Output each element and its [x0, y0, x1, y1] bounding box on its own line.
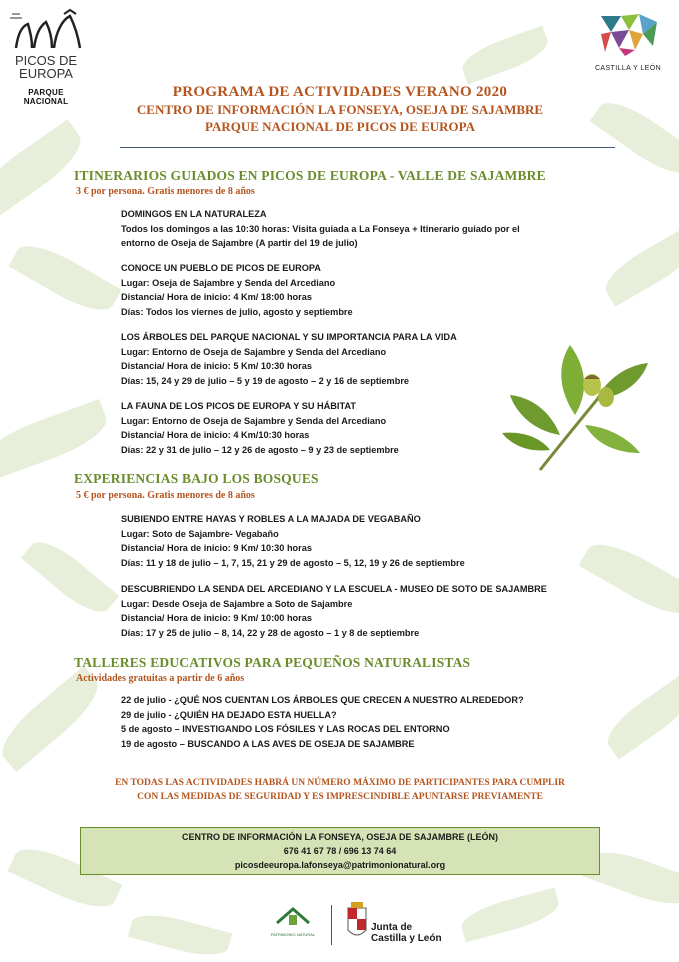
list-item: 5 de agosto – INVESTIGANDO LOS FÓSILES Y LAS ROCAS DEL ENTORNO [121, 724, 450, 734]
page-header [110, 83, 570, 135]
activity-title: CONOCE UN PUEBLO DE PICOS DE EUROPA [121, 263, 321, 273]
footer-divider [331, 905, 332, 945]
activity-fauna [121, 399, 399, 457]
patrimonio-natural-logo [263, 905, 323, 937]
warning-line1: EN TODAS LAS ACTIVIDADES HABRÁ UN NÚMERO MÁXIMO DE PARTICIPANTES PARA CUMPLIR [115, 778, 565, 788]
list-item: 19 de agosto – BUSCANDO A LAS AVES DE OSEJA DE SAJAMBRE [121, 738, 415, 749]
section-title-talleres: TALLERES EDUCATIVOS PARA PEQUEÑOS NATURALISTAS [74, 655, 471, 670]
oak-branch-icon [500, 335, 650, 475]
activity-line: Todos los domingos a las 10:30 horas: Visita guiada a La Fonseya + Itinerario guiado por el [121, 223, 520, 234]
activity-title: LA FAUNA DE LOS PICOS DE EUROPA Y SU HÁBITAT [121, 401, 356, 411]
junta-castilla-leon-logo [346, 902, 442, 947]
contact-phones: 676 41 67 78 / 696 13 74 64 [283, 846, 397, 856]
activity-title: DOMINGOS EN LA NATURALEZA [121, 209, 267, 219]
activity-senda-arcediano [121, 582, 547, 640]
activity-hayas-robles [121, 512, 465, 570]
activity-line: Días: 15, 24 y 29 de julio – 5 y 19 de agosto – 2 y 16 de septiembre [121, 375, 410, 386]
patrimonio-natural-label: PATRIMONIO NATURAL [270, 932, 316, 937]
header-divider [120, 147, 615, 148]
activity-line: Distancia/ Hora de inicio: 5 Km/ 10:30 horas [121, 361, 312, 371]
junta-line1: Junta de [371, 922, 413, 933]
activity-line: Distancia/ Hora de inicio: 9 Km/ 10:30 horas [121, 543, 312, 553]
header-park-name: PARQUE NACIONAL DE PICOS DE EUROPA [204, 119, 475, 134]
activity-line: Días: 17 y 25 de julio – 8, 14, 22 y 28 de agosto – 1 y 8 de septiembre [121, 627, 420, 638]
activity-line: Días: 22 y 31 de julio – 12 y 26 de agosto – 9 y 23 de septiembre [121, 444, 399, 455]
activity-title: SUBIENDO ENTRE HAYAS Y ROBLES A LA MAJADA DE VEGABAÑO [121, 514, 421, 524]
activity-domingos [121, 207, 520, 251]
activity-line: Días: 11 y 18 de julio – 1, 7, 15, 21 y 29 de agosto – 5, 12, 19 y 26 de septiembre [121, 557, 465, 568]
activity-line: entorno de Oseja de Sajambre (A partir del 19 de julio) [121, 238, 358, 248]
junta-label [371, 922, 442, 944]
patrimonio-natural-icon [273, 905, 313, 927]
activity-title: LOS ÁRBOLES DEL PARQUE NACIONAL Y SU IMPORTANCIA PARA LA VIDA [121, 332, 457, 342]
contact-email: picosdeeuropa.lafonseya@patrimonionatural.org [234, 860, 446, 870]
header-center-name: CENTRO DE INFORMACIÓN LA FONSEYA, OSEJA DE SAJAMBRE [136, 102, 544, 117]
parque-nacional-label: PARQUE NACIONAL [23, 88, 69, 106]
mountain-logo-icon [8, 8, 84, 52]
activity-line: Lugar: Soto de Sajambre- Vegabaño [121, 528, 279, 539]
activity-arboles [121, 330, 457, 388]
section-title-itinerarios: ITINERARIOS GUIADOS EN PICOS DE EUROPA - VALLE DE SAJAMBRE [74, 168, 546, 183]
activity-line: Lugar: Oseja de Sajambre y Senda del Arcediano [121, 277, 336, 288]
castilla-y-leon-label: CASTILLA Y LEÓN [594, 65, 662, 72]
activity-line: Lugar: Desde Oseja de Sajambre a Soto de Sajambre [121, 598, 353, 609]
picos-logo-line1: PICOS DE [14, 53, 78, 68]
section-subtitle-talleres: Actividades gratuitas a partir de 6 años [76, 673, 245, 684]
activity-line: Lugar: Entorno de Oseja de Sajambre y Senda del Arcediano [121, 415, 387, 426]
warning-line2: CON LAS MEDIDAS DE SEGURIDAD Y ES IMPRESCINDIBLE APUNTARSE PREVIAMENTE [137, 792, 543, 802]
section-title-experiencias: EXPERIENCIAS BAJO LOS BOSQUES [74, 471, 319, 486]
section-subtitle-experiencias: 5 € por persona. Gratis menores de 8 años [76, 490, 255, 501]
list-item: 29 de julio - ¿QUIÉN HA DEJADO ESTA HUELLA? [121, 709, 337, 720]
activity-line: Distancia/ Hora de inicio: 4 Km/ 18:00 horas [121, 292, 312, 302]
castilla-leon-mosaic-icon [595, 12, 661, 58]
capacity-warning [60, 776, 620, 804]
activity-title: DESCUBRIENDO LA SENDA DEL ARCEDIANO Y LA ESCUELA - MUSEO DE SOTO DE SAJAMBRE [121, 584, 547, 594]
castilla-y-leon-logo [588, 12, 668, 72]
page-title: PROGRAMA DE ACTIVIDADES VERANO 2020 [172, 84, 508, 100]
activity-conoce-pueblo [121, 261, 353, 319]
coat-of-arms-icon [346, 902, 368, 942]
activity-line: Días: Todos los viernes de julio, agosto y septiembre [121, 306, 353, 317]
picos-de-europa-logo [6, 8, 86, 116]
junta-line2: Castilla y León [371, 933, 442, 944]
activity-line: Lugar: Entorno de Oseja de Sajambre y Senda del Arcediano [121, 346, 387, 357]
activity-line: Distancia/ Hora de inicio: 4 Km/10:30 horas [121, 430, 310, 440]
contact-center-name: CENTRO DE INFORMACIÓN LA FONSEYA, OSEJA DE SAJAMBRE (LEÓN) [181, 832, 499, 842]
contact-box [80, 827, 600, 875]
list-item: 22 de julio - ¿QUÉ NOS CUENTAN LOS ÁRBOLES QUE CRECEN A NUESTRO ALREDEDOR? [121, 695, 524, 705]
activity-talleres-list [121, 693, 524, 751]
picos-logo-line2: EUROPA [19, 66, 73, 81]
activity-line: Distancia/ Hora de inicio: 9 Km/ 10:00 horas [121, 613, 312, 623]
section-subtitle-itinerarios: 3 € por persona. Gratis menores de 8 años [76, 186, 255, 197]
